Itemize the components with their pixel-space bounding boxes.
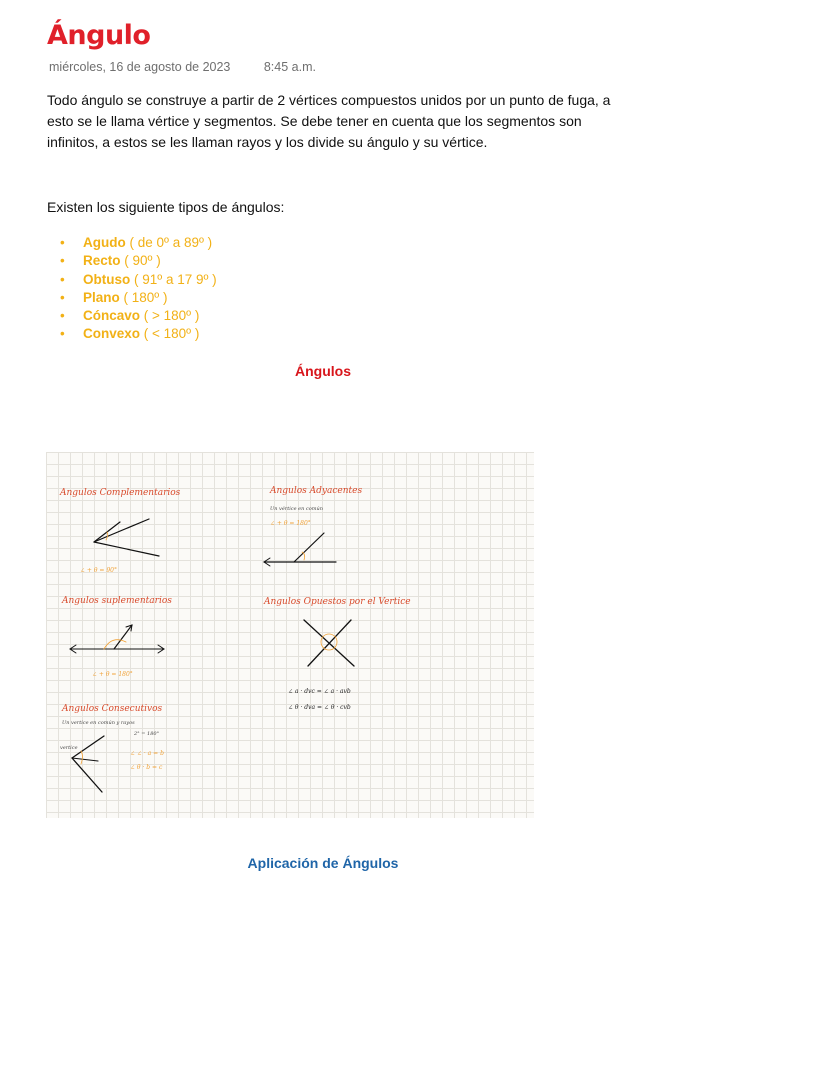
bullet-icon: • [60, 235, 65, 250]
ray-line [308, 620, 351, 666]
list-item [60, 325, 217, 343]
type-range: ( < 180º ) [140, 326, 200, 342]
page-meta [49, 60, 316, 74]
eq2-consecutivos: ∠ θ · b = c [130, 764, 163, 771]
bullet-icon: • [60, 308, 65, 324]
type-name: Recto [83, 253, 121, 269]
type-name: Plano [83, 289, 120, 305]
vertex-label: vertice [60, 745, 78, 751]
type-range: ( de 0º a 89º ) [125, 235, 213, 250]
ray-line [94, 542, 159, 556]
angle-types-list [60, 234, 217, 344]
note-consecutivos: 2° = 180° [134, 731, 160, 737]
list-item [60, 289, 217, 307]
section-title-aplicacion: Aplicación de Ángulos [247, 855, 399, 871]
page-title: Ángulo [47, 20, 151, 51]
type-range: ( 90º ) [120, 253, 161, 269]
ray-line [72, 758, 98, 761]
label-consecutivos: Angulos Consecutivos [62, 704, 163, 714]
label-opuestos: Angulos Opuestos por el Vertice [264, 597, 411, 607]
angles-notes-drawing [46, 452, 534, 818]
label-suplementarios: Angulos suplementarios [62, 596, 172, 606]
list-item [60, 307, 217, 325]
type-range: ( 91º a 17 9º ) [130, 271, 217, 287]
angle-arc [81, 751, 83, 764]
page-date: miércoles, 16 de agosto de 2023 [49, 60, 231, 74]
section-title-angulos: Ángulos [295, 363, 351, 379]
bullet-icon: • [60, 326, 65, 342]
bullet-icon: • [60, 271, 65, 287]
type-range: ( > 180º ) [140, 308, 200, 324]
ray-line [72, 758, 102, 792]
list-item [60, 252, 217, 270]
sub-consecutivos: Un vertice en común y rayos [62, 720, 135, 726]
type-name: Cóncavo [83, 308, 141, 324]
type-name: Obtuso [83, 271, 131, 287]
type-range: ( 180º ) [119, 289, 168, 305]
eq2-opuestos: ∠ θ · dva = ∠ θ · cvb [288, 704, 351, 711]
ray-line [294, 533, 324, 562]
page-time: 8:45 a.m. [263, 60, 316, 74]
ray-line [94, 519, 149, 542]
types-intro: Existen los siguiente tipos de ángulos: [47, 199, 285, 215]
type-name: Agudo [83, 235, 126, 250]
label-adyacentes: Angulos Adyacentes [270, 486, 363, 496]
eq-suplementarios: ∠ + θ = 180° [92, 671, 133, 678]
eq-adyacentes: ∠ + θ = 180° [270, 520, 311, 527]
ray-line [114, 625, 132, 649]
bullet-icon: • [60, 289, 65, 305]
type-name: Convexo [83, 326, 141, 342]
angles-notes-image [46, 452, 534, 818]
eq-complementarios: ∠ + θ = 90° [80, 567, 117, 574]
label-complementarios: Angulos Complementarios [60, 488, 181, 498]
angle-arc [321, 634, 337, 650]
eq1-opuestos: ∠ a · dvc = ∠ a · avb [288, 688, 351, 695]
intro-paragraph: Todo ángulo se construye a partir de 2 vértices compuestos unidos por un punto de fuga, a esto se le llama vértice y segmentos. Se debe tener en cuenta que los segmentos son infinitos, a estos se les llaman rayos y los divide su ángulo y su vértice. [47, 92, 611, 150]
eq1-consecutivos: ∠ ∠ · a = b [130, 750, 164, 757]
sub-adyacentes: Un vértice en común [270, 506, 323, 512]
bullet-icon: • [60, 253, 65, 269]
list-item [60, 271, 217, 289]
list-item [60, 234, 217, 252]
